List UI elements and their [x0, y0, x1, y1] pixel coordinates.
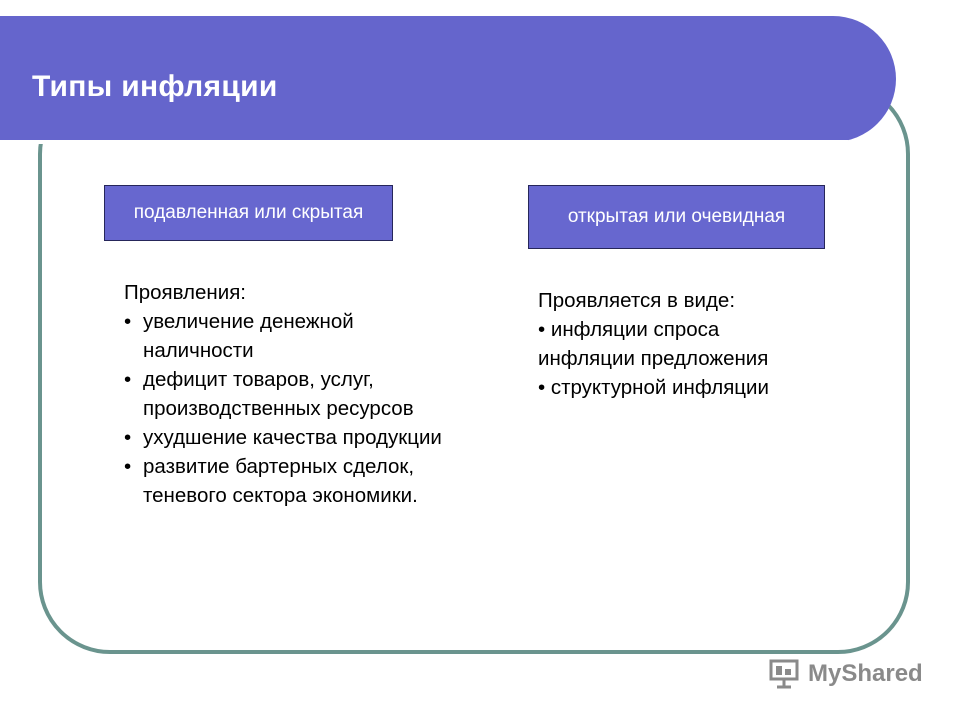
bullet-icon: •	[538, 318, 551, 341]
list-item-text: ухудшение качества продукции	[143, 426, 442, 449]
list-item-text: инфляции спроса	[550, 318, 720, 341]
slide-title: Типы инфляции	[32, 70, 278, 103]
myshared-watermark	[768, 654, 923, 694]
list-item-text: инфляции предложения	[538, 347, 769, 370]
list-item-text: развитие бартерных сделок, теневого сектора экономики.	[143, 455, 418, 507]
list-item	[124, 423, 444, 452]
watermark-text: MyShared	[808, 660, 923, 687]
list-item-text: увеличение денежной наличности	[143, 310, 354, 362]
open-inflation-box	[528, 185, 825, 249]
presenter-icon	[768, 655, 802, 694]
open-inflation-label: открытая или очевидная	[567, 206, 786, 227]
list-item-text: дефицит товаров, услуг, производственных ресурсов	[143, 368, 414, 420]
title-underline	[0, 140, 848, 144]
title-band	[0, 16, 896, 142]
suppressed-inflation-label: подавленная или скрытая	[133, 202, 364, 223]
bullet-icon: •	[124, 426, 132, 449]
bullet-icon: •	[124, 455, 132, 478]
bullet-icon: •	[124, 368, 132, 391]
list-item	[124, 365, 444, 423]
manifestations-heading: Проявления:	[124, 281, 246, 304]
suppressed-manifestations	[124, 278, 444, 510]
bullet-icon: •	[124, 310, 132, 333]
list-item-text: структурной инфляции	[550, 376, 769, 399]
bullet-icon: •	[538, 376, 551, 399]
list-item	[124, 452, 444, 510]
list-item	[538, 373, 838, 402]
list-item	[124, 307, 444, 365]
suppressed-inflation-box	[104, 185, 393, 241]
list-item	[538, 315, 838, 344]
manifestations-heading: Проявляется в виде:	[538, 289, 736, 312]
open-manifestations	[538, 286, 838, 402]
